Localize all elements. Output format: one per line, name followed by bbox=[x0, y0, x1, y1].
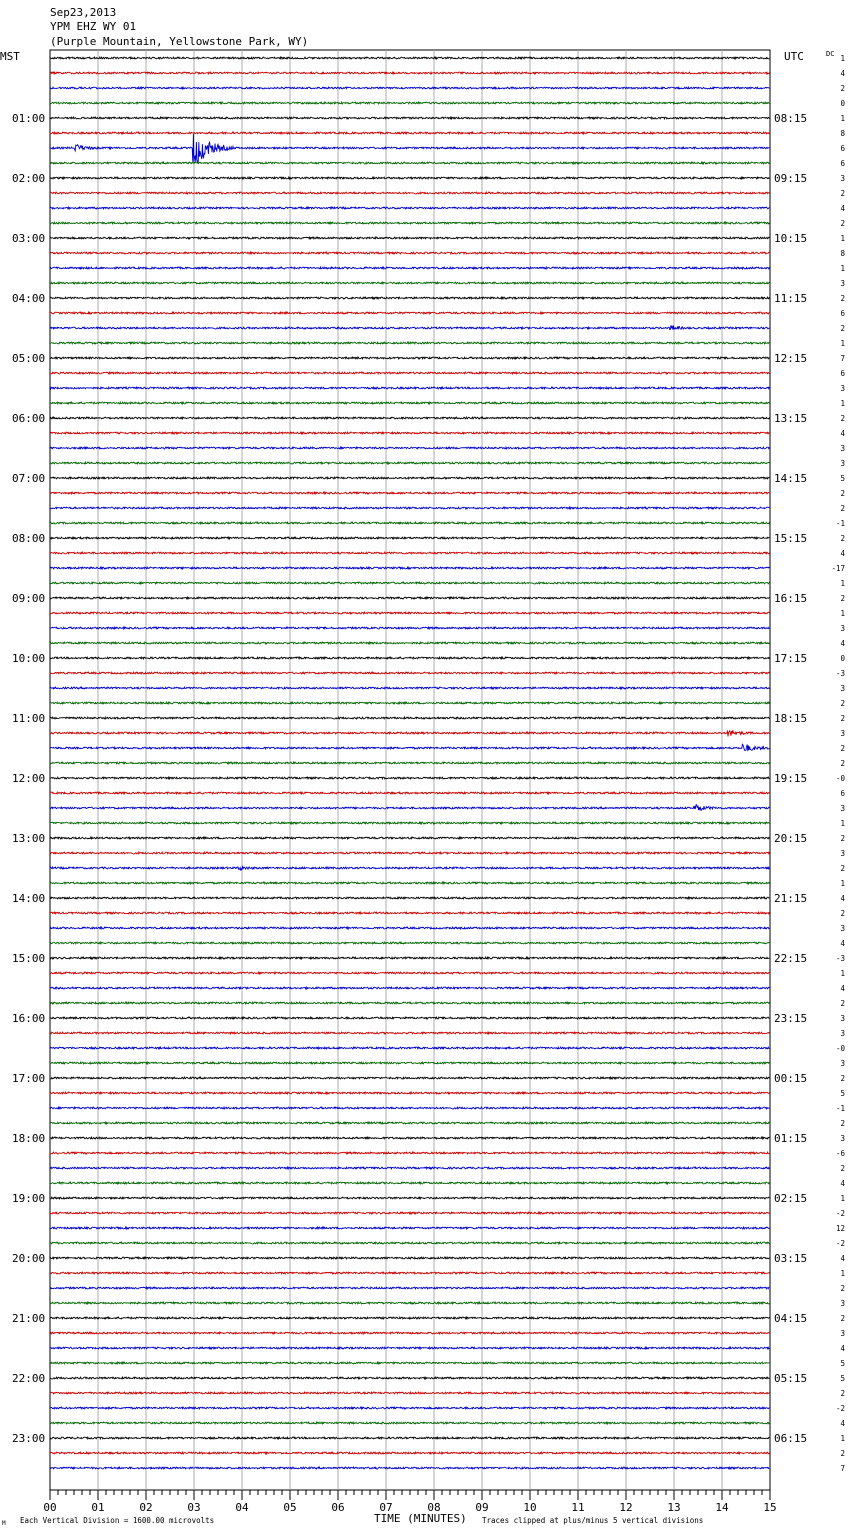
utc-hour-label: 15:15 bbox=[774, 532, 808, 545]
dc-offset-label: 5 bbox=[840, 1359, 845, 1368]
dc-offset-label: 3 bbox=[840, 279, 845, 288]
dc-offset-label: 4 bbox=[840, 1254, 845, 1263]
dc-offset-label: 3 bbox=[840, 1299, 845, 1308]
dc-offset-label: 6 bbox=[840, 369, 845, 378]
trace-line bbox=[50, 1437, 769, 1439]
trace-line bbox=[50, 582, 769, 584]
utc-hour-label: 02:15 bbox=[774, 1192, 808, 1205]
trace-line bbox=[50, 1272, 769, 1274]
trace-line bbox=[50, 1332, 769, 1334]
trace-line bbox=[50, 1137, 769, 1139]
dc-offset-label: 1 bbox=[840, 1194, 845, 1203]
dc-column-label: DC bbox=[826, 50, 835, 58]
trace-line bbox=[50, 1467, 769, 1469]
mst-hour-label: 17:00 bbox=[12, 1072, 46, 1085]
trace-line bbox=[50, 417, 769, 419]
mst-hour-label: 08:00 bbox=[12, 532, 46, 545]
trace-line bbox=[50, 1362, 769, 1364]
trace-line bbox=[50, 87, 769, 89]
dc-offset-label: 2 bbox=[840, 864, 845, 873]
utc-hour-label: 00:15 bbox=[774, 1072, 808, 1085]
corner-mark: M bbox=[2, 1520, 6, 1527]
trace-line bbox=[50, 342, 769, 344]
trace-line bbox=[50, 402, 769, 404]
trace-line bbox=[50, 762, 769, 764]
trace-line bbox=[50, 387, 769, 389]
dc-offset-label: 4 bbox=[840, 939, 845, 948]
utc-hour-label: 04:15 bbox=[774, 1312, 808, 1325]
dc-offset-label: 2 bbox=[840, 219, 845, 228]
dc-offset-label: 3 bbox=[840, 924, 845, 933]
x-tick-label: 10 bbox=[523, 1501, 537, 1514]
utc-hour-label: 22:15 bbox=[774, 952, 808, 965]
mst-hour-label: 01:00 bbox=[12, 112, 46, 125]
x-tick-label: 03 bbox=[187, 1501, 201, 1514]
utc-hour-label: 01:15 bbox=[774, 1132, 808, 1145]
dc-offset-label: 2 bbox=[840, 324, 845, 333]
trace-line bbox=[50, 1077, 769, 1079]
dc-offset-label: 2 bbox=[840, 1314, 845, 1323]
trace-line bbox=[50, 597, 769, 599]
trace-line bbox=[50, 1122, 769, 1124]
dc-offset-label: 4 bbox=[840, 429, 845, 438]
trace-line bbox=[50, 312, 769, 314]
dc-offset-label: 1 bbox=[840, 114, 845, 123]
dc-offset-label: -1 bbox=[835, 519, 845, 528]
trace-line bbox=[50, 1317, 769, 1319]
trace-line bbox=[50, 1377, 769, 1379]
x-axis bbox=[43, 1490, 776, 1514]
mst-hour-label: 09:00 bbox=[12, 592, 46, 605]
dc-offset-label: 7 bbox=[840, 354, 845, 363]
mst-hour-label: 10:00 bbox=[12, 652, 46, 665]
dc-offset-label: 2 bbox=[840, 1074, 845, 1083]
utc-hour-label: 05:15 bbox=[774, 1372, 808, 1385]
dc-offset-label: 2 bbox=[840, 1389, 845, 1398]
trace-line bbox=[50, 730, 769, 736]
dc-offset-label: 5 bbox=[840, 1374, 845, 1383]
dc-offset-label: 6 bbox=[840, 159, 845, 168]
utc-hour-label: 19:15 bbox=[774, 772, 808, 785]
dc-offset-label: 2 bbox=[840, 489, 845, 498]
x-tick-label: 02 bbox=[139, 1501, 153, 1514]
dc-offset-label: 3 bbox=[840, 684, 845, 693]
x-tick-label: 04 bbox=[235, 1501, 249, 1514]
dc-offset-label: 1 bbox=[840, 339, 845, 348]
x-tick-label: 09 bbox=[475, 1501, 489, 1514]
dc-offset-label: 2 bbox=[840, 759, 845, 768]
dc-offset-label: 6 bbox=[840, 309, 845, 318]
dc-offset-label: 4 bbox=[840, 69, 845, 78]
mst-hour-label: 11:00 bbox=[12, 712, 46, 725]
utc-hour-label: 20:15 bbox=[774, 832, 808, 845]
seismic-traces bbox=[50, 57, 769, 1469]
trace-line bbox=[50, 792, 769, 794]
dc-offset-label: 1 bbox=[840, 819, 845, 828]
trace-line bbox=[50, 357, 769, 359]
trace-line bbox=[50, 702, 769, 704]
dc-offset-label: 1 bbox=[840, 234, 845, 243]
dc-offset-label: 5 bbox=[840, 1089, 845, 1098]
trace-line bbox=[50, 267, 769, 269]
dc-offset-label: 1 bbox=[840, 54, 845, 63]
trace-line bbox=[50, 132, 769, 134]
mst-hour-label: 19:00 bbox=[12, 1192, 46, 1205]
dc-offset-label: 3 bbox=[840, 729, 845, 738]
dc-offset-label: 2 bbox=[840, 84, 845, 93]
dc-offset-label: 2 bbox=[840, 1284, 845, 1293]
scale-note: Each Vertical Division = 1600.00 microvolts bbox=[20, 1516, 215, 1525]
trace-line bbox=[50, 72, 769, 74]
dc-offset-label: 4 bbox=[840, 984, 845, 993]
dc-offset-label: 4 bbox=[840, 549, 845, 558]
dc-offset-label: 3 bbox=[840, 444, 845, 453]
trace-line bbox=[50, 477, 769, 479]
trace-line bbox=[50, 1062, 769, 1064]
trace-line bbox=[50, 867, 769, 870]
trace-line bbox=[50, 297, 769, 299]
utc-hour-labels bbox=[774, 112, 807, 1445]
trace-line bbox=[50, 1302, 769, 1304]
trace-line bbox=[50, 642, 769, 644]
dc-offset-label: 2 bbox=[840, 414, 845, 423]
station-location: (Purple Mountain, Yellowstone Park, WY) bbox=[50, 35, 309, 48]
trace-line bbox=[50, 1227, 769, 1229]
x-tick-label: 07 bbox=[379, 1501, 393, 1514]
dc-offset-label: 3 bbox=[840, 1059, 845, 1068]
trace-line bbox=[50, 1197, 769, 1199]
dc-offset-label: 7 bbox=[840, 1464, 845, 1473]
dc-offset-label: 2 bbox=[840, 1449, 845, 1458]
trace-line bbox=[50, 1092, 769, 1094]
trace-line bbox=[50, 1167, 769, 1169]
dc-offset-label: 6 bbox=[840, 144, 845, 153]
dc-offset-label: 3 bbox=[840, 849, 845, 858]
x-tick-label: 14 bbox=[715, 1501, 729, 1514]
trace-line bbox=[50, 837, 769, 839]
dc-offset-label: -2 bbox=[835, 1404, 845, 1413]
trace-line bbox=[50, 325, 769, 330]
utc-hour-label: 17:15 bbox=[774, 652, 808, 665]
trace-line bbox=[50, 822, 769, 824]
dc-offset-label: 1 bbox=[840, 969, 845, 978]
utc-hour-label: 09:15 bbox=[774, 172, 808, 185]
trace-line bbox=[50, 957, 769, 959]
trace-line bbox=[50, 1422, 769, 1424]
trace-line bbox=[50, 177, 769, 179]
mst-hour-label: 20:00 bbox=[12, 1252, 46, 1265]
trace-line bbox=[50, 567, 769, 569]
dc-offset-label: 4 bbox=[840, 204, 845, 213]
dc-offset-label: 8 bbox=[840, 249, 845, 258]
dc-offset-label: 1 bbox=[840, 1269, 845, 1278]
dc-offset-label: 2 bbox=[840, 294, 845, 303]
mst-hour-label: 04:00 bbox=[12, 292, 46, 305]
dc-offset-label: 1 bbox=[840, 1434, 845, 1443]
mst-hour-label: 14:00 bbox=[12, 892, 46, 905]
trace-line bbox=[50, 1392, 769, 1394]
x-tick-label: 15 bbox=[763, 1501, 777, 1514]
dc-offset-label: -3 bbox=[835, 669, 845, 678]
trace-line bbox=[50, 1017, 769, 1019]
dc-offset-label: 3 bbox=[840, 1029, 845, 1038]
trace-line bbox=[50, 657, 769, 659]
trace-line bbox=[50, 522, 769, 524]
mst-hour-label: 21:00 bbox=[12, 1312, 46, 1325]
trace-line bbox=[50, 207, 769, 209]
dc-offset-label: 4 bbox=[840, 639, 845, 648]
utc-hour-label: 13:15 bbox=[774, 412, 808, 425]
trace-line bbox=[50, 462, 769, 464]
mst-hour-label: 15:00 bbox=[12, 952, 46, 965]
dc-offset-label: 2 bbox=[840, 834, 845, 843]
trace-line bbox=[50, 372, 769, 374]
dc-offset-label: -6 bbox=[835, 1149, 845, 1158]
utc-hour-label: 14:15 bbox=[774, 472, 808, 485]
mst-hour-label: 23:00 bbox=[12, 1432, 46, 1445]
trace-line bbox=[50, 882, 769, 884]
dc-offset-label: 3 bbox=[840, 1134, 845, 1143]
trace-line bbox=[50, 492, 769, 494]
utc-hour-label: 23:15 bbox=[774, 1012, 808, 1025]
trace-line bbox=[50, 897, 769, 899]
utc-hour-label: 10:15 bbox=[774, 232, 808, 245]
trace-line bbox=[50, 162, 769, 164]
dc-offset-label: 4 bbox=[840, 1419, 845, 1428]
dc-offset-label: 3 bbox=[840, 384, 845, 393]
trace-line bbox=[50, 912, 769, 914]
trace-line bbox=[50, 102, 769, 104]
trace-line bbox=[50, 282, 769, 284]
dc-offset-label: 2 bbox=[840, 1119, 845, 1128]
dc-offset-label: 0 bbox=[840, 654, 845, 663]
station-code: YPM EHZ WY 01 bbox=[50, 20, 137, 33]
dc-offset-label: 8 bbox=[840, 129, 845, 138]
trace-line bbox=[50, 1407, 769, 1409]
dc-offset-label: -2 bbox=[835, 1209, 845, 1218]
dc-offset-label: 1 bbox=[840, 609, 845, 618]
trace-line bbox=[50, 507, 769, 509]
trace-line bbox=[50, 1152, 769, 1154]
mst-hour-label: 05:00 bbox=[12, 352, 46, 365]
dc-offset-label: 1 bbox=[840, 264, 845, 273]
trace-line bbox=[50, 57, 769, 59]
mst-hour-labels bbox=[12, 112, 45, 1445]
dc-offset-label: 2 bbox=[840, 714, 845, 723]
trace-line bbox=[50, 852, 769, 854]
trace-line bbox=[50, 927, 769, 929]
trace-line bbox=[50, 627, 769, 629]
trace-line bbox=[50, 1212, 769, 1214]
trace-line bbox=[50, 192, 769, 194]
trace-line bbox=[50, 1107, 769, 1109]
dc-offset-label: 2 bbox=[840, 999, 845, 1008]
trace-line bbox=[50, 672, 769, 674]
dc-offset-label: 2 bbox=[840, 189, 845, 198]
dc-offset-label: 3 bbox=[840, 459, 845, 468]
x-tick-label: 01 bbox=[91, 1501, 105, 1514]
trace-line bbox=[50, 1287, 769, 1289]
trace-line bbox=[50, 777, 769, 779]
dc-offset-labels bbox=[831, 54, 845, 1473]
x-tick-label: 05 bbox=[283, 1501, 297, 1514]
trace-line bbox=[50, 447, 769, 449]
trace-line bbox=[50, 1182, 769, 1184]
trace-line bbox=[50, 252, 769, 254]
dc-offset-label: 1 bbox=[840, 879, 845, 888]
trace-line bbox=[50, 1002, 769, 1004]
trace-line bbox=[50, 1047, 769, 1049]
clip-note: Traces clipped at plus/minus 5 vertical divisions bbox=[482, 1516, 704, 1525]
trace-line bbox=[50, 972, 769, 974]
mst-hour-label: 13:00 bbox=[12, 832, 46, 845]
trace-line bbox=[50, 744, 769, 751]
utc-hour-label: 11:15 bbox=[774, 292, 808, 305]
x-tick-label: 12 bbox=[619, 1501, 633, 1514]
trace-line bbox=[50, 1452, 769, 1454]
dc-offset-label: -0 bbox=[835, 774, 845, 783]
x-tick-label: 11 bbox=[571, 1501, 585, 1514]
trace-line bbox=[50, 222, 769, 224]
mst-hour-label: 02:00 bbox=[12, 172, 46, 185]
trace-line bbox=[50, 612, 769, 614]
utc-hour-label: 06:15 bbox=[774, 1432, 808, 1445]
mst-hour-label: 16:00 bbox=[12, 1012, 46, 1025]
dc-offset-label: -2 bbox=[835, 1239, 845, 1248]
utc-hour-label: 16:15 bbox=[774, 592, 808, 605]
dc-offset-label: 2 bbox=[840, 1164, 845, 1173]
dc-offset-label: 1 bbox=[840, 579, 845, 588]
trace-line bbox=[50, 134, 769, 163]
mst-hour-label: 03:00 bbox=[12, 232, 46, 245]
dc-offset-label: 4 bbox=[840, 1344, 845, 1353]
x-axis-title: TIME (MINUTES) bbox=[374, 1512, 467, 1525]
dc-offset-label: 3 bbox=[840, 624, 845, 633]
dc-offset-label: -3 bbox=[835, 954, 845, 963]
trace-line bbox=[50, 687, 769, 689]
trace-line bbox=[50, 537, 769, 539]
trace-line bbox=[50, 1242, 769, 1244]
mst-hour-label: 06:00 bbox=[12, 412, 46, 425]
trace-line bbox=[50, 942, 769, 944]
dc-offset-label: 12 bbox=[835, 1224, 845, 1233]
utc-hour-label: 03:15 bbox=[774, 1252, 808, 1265]
dc-offset-label: 2 bbox=[840, 909, 845, 918]
record-date: Sep23,2013 bbox=[50, 6, 117, 19]
mst-hour-label: 22:00 bbox=[12, 1372, 46, 1385]
trace-line bbox=[50, 237, 769, 239]
dc-offset-label: -0 bbox=[835, 1044, 845, 1053]
trace-line bbox=[50, 1347, 769, 1349]
dc-offset-label: 3 bbox=[840, 1329, 845, 1338]
dc-offset-label: 3 bbox=[840, 804, 845, 813]
dc-offset-label: 2 bbox=[840, 594, 845, 603]
dc-offset-label: 0 bbox=[840, 99, 845, 108]
dc-offset-label: 3 bbox=[840, 174, 845, 183]
trace-line bbox=[50, 432, 769, 434]
trace-line bbox=[50, 1257, 769, 1259]
dc-offset-label: 1 bbox=[840, 399, 845, 408]
left-timezone-label: MST bbox=[0, 50, 20, 63]
right-timezone-label: UTC bbox=[784, 50, 804, 63]
mst-hour-label: 12:00 bbox=[12, 772, 46, 785]
dc-offset-label: -1 bbox=[835, 1104, 845, 1113]
utc-hour-label: 08:15 bbox=[774, 112, 808, 125]
dc-offset-label: 2 bbox=[840, 534, 845, 543]
dc-offset-label: 4 bbox=[840, 1179, 845, 1188]
dc-offset-label: -17 bbox=[831, 564, 845, 573]
utc-hour-label: 21:15 bbox=[774, 892, 808, 905]
trace-line bbox=[50, 987, 769, 989]
dc-offset-label: 3 bbox=[840, 1014, 845, 1023]
dc-offset-label: 4 bbox=[840, 894, 845, 903]
utc-hour-label: 18:15 bbox=[774, 712, 808, 725]
x-tick-label: 13 bbox=[667, 1501, 681, 1514]
trace-line bbox=[50, 717, 769, 719]
dc-offset-label: 2 bbox=[840, 504, 845, 513]
x-tick-label: 06 bbox=[331, 1501, 345, 1514]
trace-line bbox=[50, 552, 769, 554]
mst-hour-label: 07:00 bbox=[12, 472, 46, 485]
mst-hour-label: 18:00 bbox=[12, 1132, 46, 1145]
dc-offset-label: 2 bbox=[840, 699, 845, 708]
utc-hour-label: 12:15 bbox=[774, 352, 808, 365]
dc-offset-label: 6 bbox=[840, 789, 845, 798]
dc-offset-label: 5 bbox=[840, 474, 845, 483]
trace-line bbox=[50, 1032, 769, 1034]
x-tick-label: 00 bbox=[43, 1501, 57, 1514]
trace-line bbox=[50, 117, 769, 119]
x-tick-label: 08 bbox=[427, 1501, 441, 1514]
trace-line bbox=[50, 805, 769, 811]
dc-offset-label: 2 bbox=[840, 744, 845, 753]
